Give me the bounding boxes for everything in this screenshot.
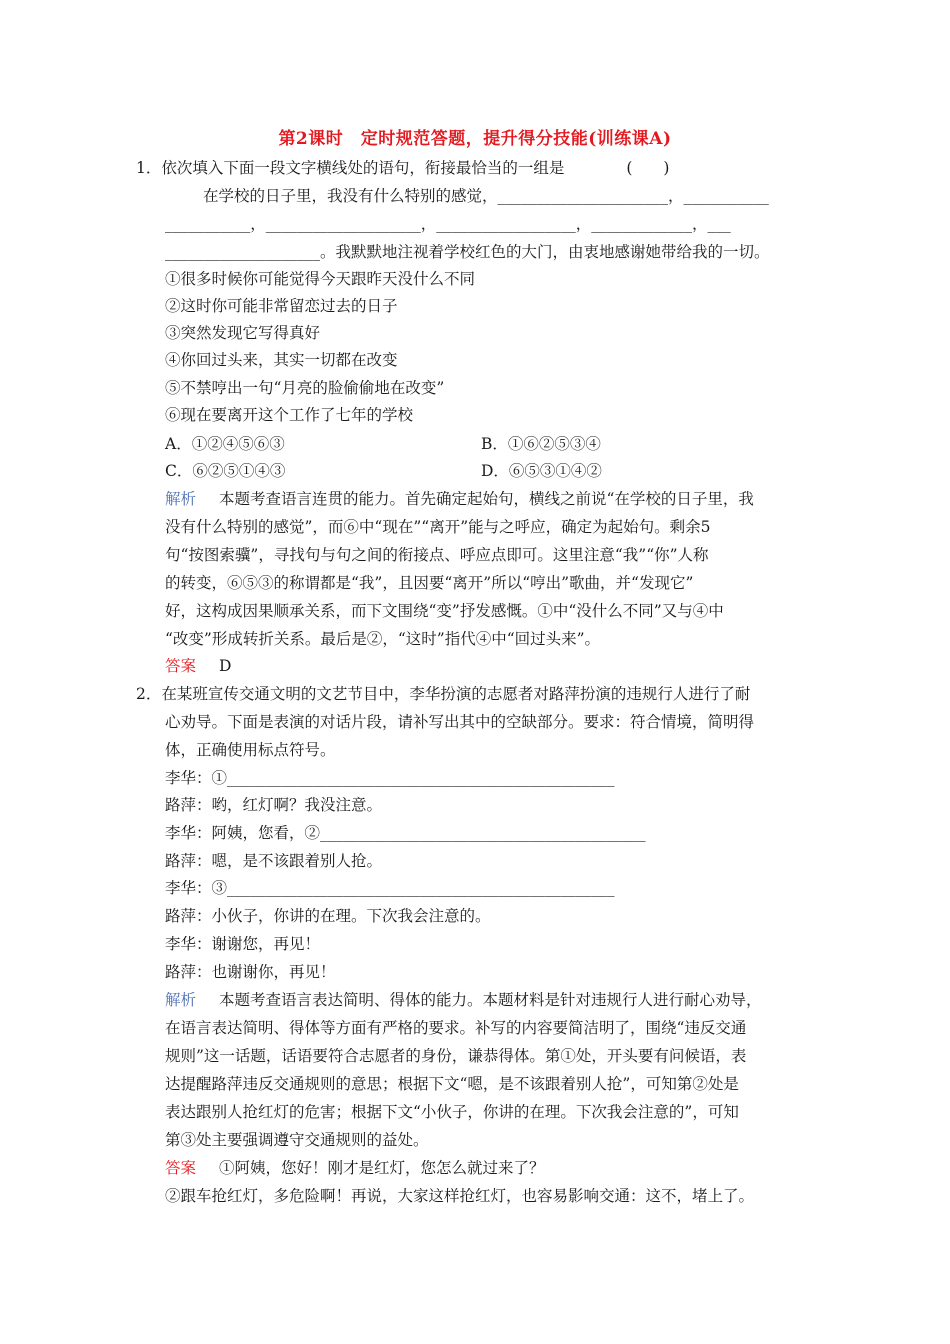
q1-passage-line: ___________，____________________，__________________，_____________，___ (165, 215, 731, 233)
q1-choice-b: B．①⑥②⑤③④ (481, 435, 601, 453)
q1-option: ⑤不禁哼出一句“月亮的脸偷偷地在改变” (165, 379, 445, 397)
q2-stem-line: 体，正确使用标点符号。 (165, 741, 336, 759)
q1-analysis-line: 好，这构成因果顺承关系，而下文围绕“变”抒发感慨。①中“没什么不同”又与④中 (165, 602, 724, 620)
q2-analysis-line: 达提醒路萍违反交通规则的意思；根据下文“嗯，是不该跟着别人抢”，可知第②处是 (165, 1075, 739, 1093)
q1-analysis-line: 本题考查语言连贯的能力。首先确定起始句，横线之前说“在学校的日子里，我 (219, 490, 754, 508)
q1-analysis-line: 的转变，⑥⑤③的称谓都是“我”，且因要“离开”所以“哼出”歌曲，并“发现它” (165, 574, 694, 592)
q1-choice-a: A．①②④⑤⑥③ (165, 435, 285, 453)
q2-answer-line: ②跟车抢红灯，多危险啊！再说，大家这样抢红灯，也容易影响交通：这不，堵上了。 (165, 1187, 755, 1205)
q1-passage-line: 在学校的日子里，我没有什么特别的感觉，______________________，___________ (203, 187, 769, 205)
q1-option: ②这时你可能非常留恋过去的日子 (165, 297, 398, 315)
q1-answer: D (219, 657, 232, 675)
page-title: 第2课时 定时规范答题，提升得分技能(训练课A) (278, 129, 672, 149)
q1-option: ⑥现在要离开这个工作了七年的学校 (165, 406, 414, 424)
q2-answer-line: ①阿姨，您好！刚才是红灯，您怎么就过来了？ (219, 1159, 545, 1177)
q2-dialogue-line: 李华：谢谢您，再见！ (165, 935, 321, 953)
q2-analysis-line: 表达跟别人抢红灯的危害；根据下文“小伙子，你讲的在理。下次我会注意的”，可知 (165, 1103, 739, 1121)
q2-analysis-line: 在语言表达简明、得体等方面有严格的要求。补写的内容要简洁明了，围绕“违反交通 (165, 1019, 747, 1037)
q1-option: ①很多时候你可能觉得今天跟昨天没什么不同 (165, 270, 476, 288)
q2-dialogue-line: 李华：阿姨，您看，②__________________________________________ (165, 824, 646, 842)
q1-choice-c: C．⑥②⑤①④③ (165, 462, 286, 480)
q1-option: ③突然发现它写得真好 (165, 324, 321, 342)
q2-answer-tag: 答案 (165, 1159, 197, 1177)
q2-analysis-line: 规则”这一话题，话语要符合志愿者的身份，谦恭得体。第①处，开头要有问候语，表 (165, 1047, 747, 1065)
q2-stem-line: 2．在某班宣传交通文明的文艺节目中，李华扮演的志愿者对路萍扮演的违规行人进行了耐 (136, 685, 751, 703)
q1-passage-line: ____________________。我默默地注视着学校红色的大门，由衷地感谢她带给我的一切。 (165, 243, 770, 261)
q1-option: ④你回过头来，其实一切都在改变 (165, 351, 398, 369)
q2-dialogue-line: 路萍：嗯，是不该跟着别人抢。 (165, 852, 383, 870)
q1-choice-d: D．⑥⑤③①④② (481, 462, 602, 480)
q1-analysis-tag: 解析 (165, 490, 197, 508)
q2-dialogue-line: 李华：③__________________________________________________ (165, 879, 615, 897)
q1-analysis-line: 没有什么特别的感觉”，而⑥中“现在”“离开”能与之呼应，确定为起始句。剩余5 (165, 518, 711, 536)
q2-dialogue-line: 路萍：也谢谢你，再见！ (165, 963, 336, 981)
q2-dialogue-line: 路萍：哟，红灯啊？我没注意。 (165, 796, 383, 814)
q2-analysis-tag: 解析 (165, 991, 197, 1009)
q1-answer-tag: 答案 (165, 657, 197, 675)
q2-analysis-line: 本题考查语言表达简明、得体的能力。本题材料是针对违规行人进行耐心劝导， (219, 991, 762, 1009)
q1-stem: 1．依次填入下面一段文字横线处的语句，衔接最恰当的一组是 ( ) (136, 159, 670, 177)
q1-analysis-line: 句“按图索骥”，寻找句与句之间的衔接点、呼应点即可。这里注意“我”“你”人称 (165, 546, 709, 564)
q2-stem-line: 心劝导。下面是表演的对话片段，请补写出其中的空缺部分。要求：符合情境，简明得 (165, 713, 755, 731)
q1-analysis-line: “改变”形成转折关系。最后是②，“这时”指代④中“回过头来”。 (165, 630, 601, 648)
q2-dialogue-line: 路萍：小伙子，你讲的在理。下次我会注意的。 (165, 907, 491, 925)
q2-analysis-line: 第③处主要强调遵守交通规则的益处。 (165, 1131, 429, 1149)
q2-dialogue-line: 李华：①__________________________________________________ (165, 769, 615, 787)
